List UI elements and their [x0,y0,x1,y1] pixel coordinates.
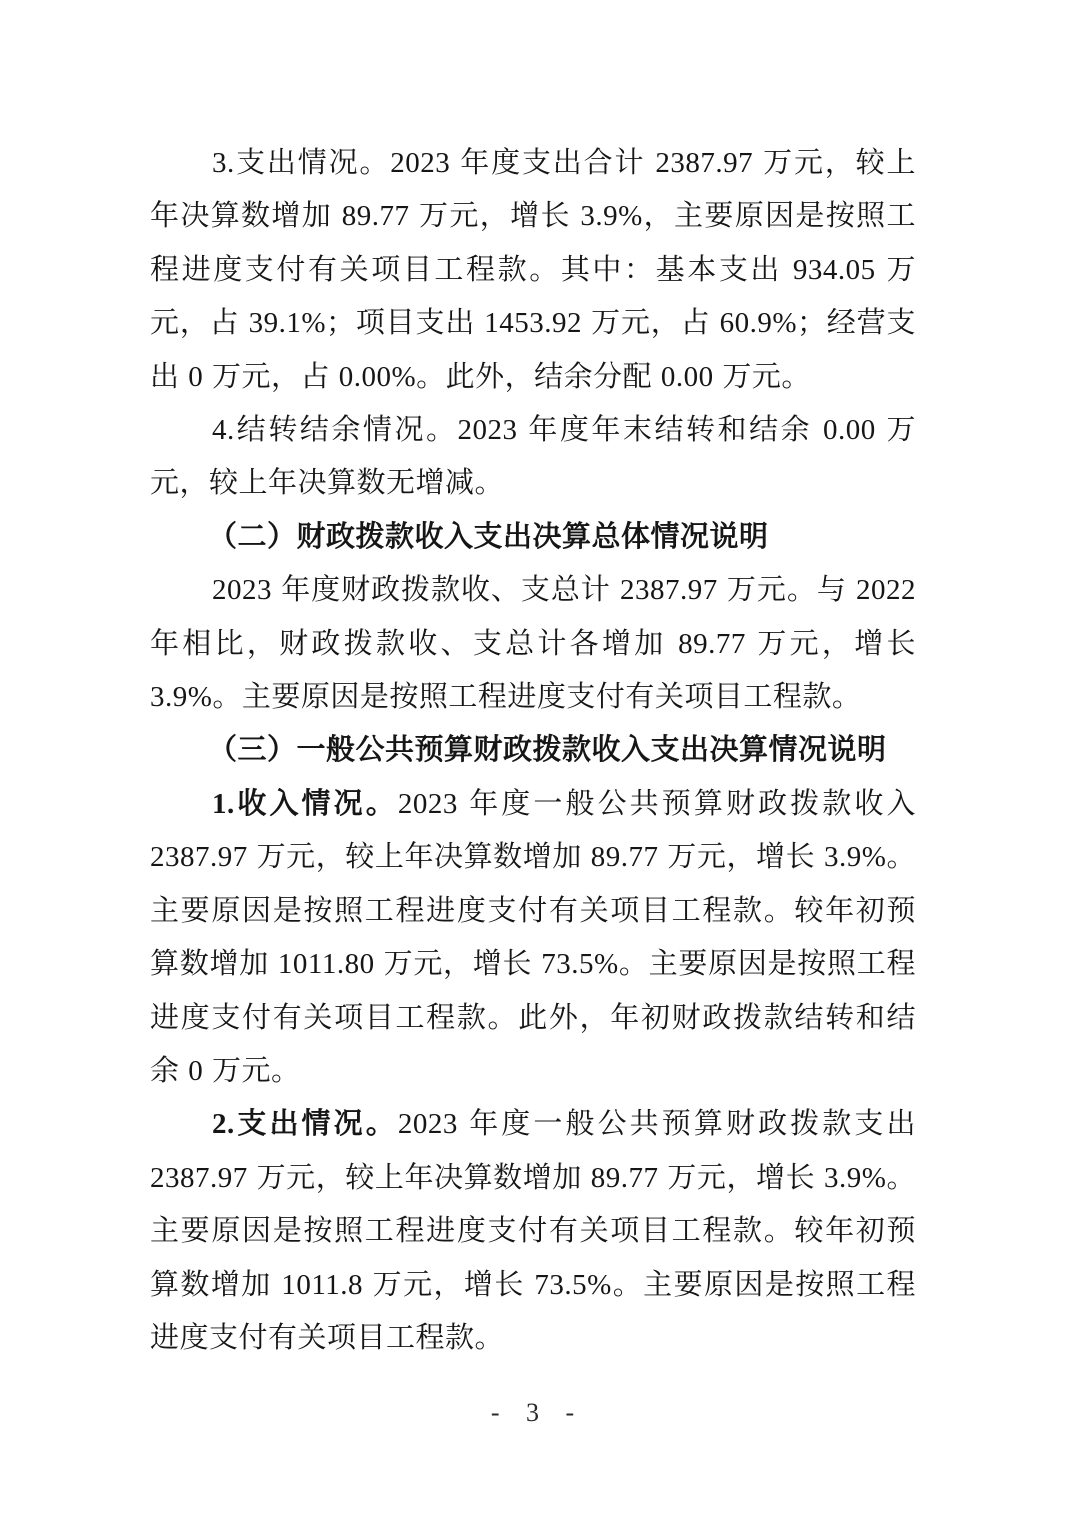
paragraph-expenditure-text: 2023 年度一般公共预算财政拨款支出 2387.97 万元，较上年决算数增加 89.77 万元，增长 3.9%。主要原因是按照工程进度支付有关项目工程款。较年初预算数增加 1011.8 万元，增长 73.5%。主要原因是按照工程进度支付有关项目工程款。 [150,1108,916,1354]
heading-section-two-fiscal-appropriation: （二）财政拨款收入支出决算总体情况说明 [208,520,769,553]
document-body [150,137,916,1365]
paragraph-carryover-summary: 4.结转结余情况。2023 年度年末结转和结余 0.00 万元，较上年决算数无增减。 [150,414,916,500]
heading-section-three-general-public-budget: （三）一般公共预算财政拨款收入支出决算情况说明 [208,734,887,767]
paragraph-fiscal-appropriation-total: 2023 年度财政拨款收、支总计 2387.97 万元。与 2022 年相比，财政拨款收、支总计各增加 89.77 万元，增长 3.9%。主要原因是按照工程进度支付有关项目工程款。 [150,574,916,714]
paragraph-expenditure-lead: 2.支出情况。 [212,1108,398,1141]
paragraph-income-situation [150,778,916,1098]
page-number: - 3 - [490,1398,585,1427]
paragraph-income-text: 2023 年度一般公共预算财政拨款收入 2387.97 万元，较上年决算数增加 89.77 万元，增长 3.9%。主要原因是按照工程进度支付有关项目工程款。较年初预算数增加 1011.80 万元，增长 73.5%。主要原因是按照工程进度支付有关项目工程款。此外，年初财政拨款结转和结余 0 万元。 [150,787,916,1087]
page-footer [0,1398,1075,1428]
paragraph-expenditure-situation [150,1098,916,1365]
paragraph-expenditure-summary: 3.支出情况。2023 年度支出合计 2387.97 万元，较上年决算数增加 89.77 万元，增长 3.9%，主要原因是按照工程进度支付有关项目工程款。其中：基本支出 934.05 万元，占 39.1%；项目支出 1453.92 万元，占 60.9%；经营支出 0 万元，占 0.00%。此外，结余分配 0.00 万元。 [150,147,916,393]
paragraph-income-lead: 1.收入情况。 [212,787,398,820]
